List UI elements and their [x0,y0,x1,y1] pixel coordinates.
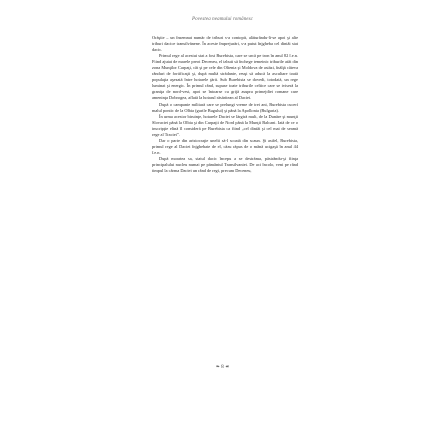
page-number: 8 [221,364,224,370]
ornament-right-icon: ☙ [224,365,230,370]
paragraph: Primul rege al acestui stat a fost Burebista, care se urcă pe tron în anul 82 î.e.n. Fiind ajutat de marele preot Deceneu, el izbuti să închege temeinic triburile atât din zona Munţilor Carpaţi, cât şi pe cele din Oltenia şi Moldova de astăzi, înălţă câteva rânduri de fortificaţii şi, după multă strădanie, reuşi să aducă la ascultare toată populaţia aşezată între hotarele ţării. Sub Burebista se dovedi, totodată, un rege luminat şi energic. În primul rând, supuse toate triburile celtice care se iviseră la graniţa de nord-vest, apoi se întoarse cu grijă asupra primejdiei romane care ameninţa Dobrogea, aflată la hotarul răsăritean al Daciei. [152,53,298,101]
body-text [152,35,298,174]
paragraph: După o campanie militară care se prelungi vreme de trei ani, Burebista cucerí malul pontic de la Olbia (gurile Bugului) şi până la Apollonia (Bulgaria). [152,101,298,113]
paragraph: Dar o parte din aristocraţie unelti să-l scoată din scaun. Şi astfel, Burebista, primul rege al Daciei înjghebate de el, căzu răpus de o mână ucigaşă în anul 44 î.e.n. [152,137,298,155]
paragraph: În urma acestor biruinţe, hotarele Daciei se lărgiră mult, de la Dunăre şi munţii Slovaciei până la Olbia şi din Carpaţii de Nord până la Munţii Balcani. Iată de ce o inscripţie elină îl consideră pe Burebista ca fiind „cel dintâi şi cel mai de seamă rege al Traciei”. [152,113,298,137]
paragraph: Orăştie – un însemnat număr de triburi s-a contopit, alăturându-li-se apoi şi alte triburi dacice transilvănene. În aceste împrejurări, s-a putut înjgheba cel dintâi stat dacic. [152,35,298,53]
ornament-left-icon: ❧ [215,365,220,370]
running-head: Povestea neamului românesc [191,17,253,22]
page-footer [0,364,445,370]
paragraph: După moartea sa, statul dacic începu a se destrăma, păstrându-şi fiinţa principalului nucleu numai pe pământul Transilvaniei. De aci încolo, veni pe rând timpul la cârma Daciei un rând de regi, precum Deceneu, [152,155,298,174]
